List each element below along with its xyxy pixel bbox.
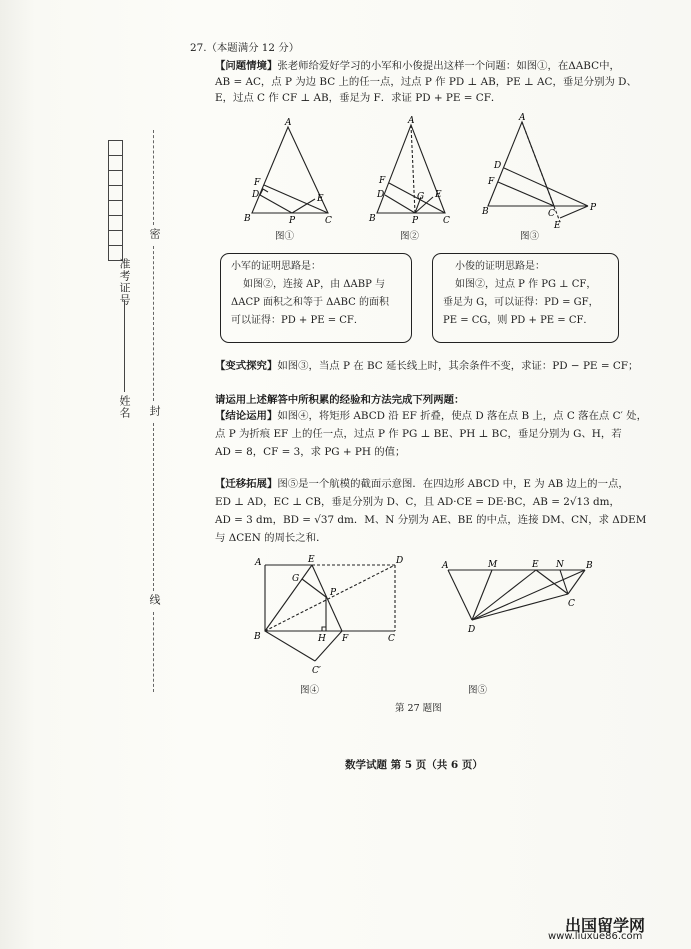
svg-text:F: F bbox=[488, 177, 495, 187]
box2-line-2: 垂足为 G，可以证得：PD = GF， bbox=[443, 297, 599, 308]
box1-line-3: 可以证得：PD + PE = CF． bbox=[231, 315, 364, 326]
svg-text:B: B bbox=[244, 214, 251, 224]
intro-line-3: E，过点 C 作 CF ⊥ AB，垂足为 F．求证 PD + PE = CF． bbox=[215, 92, 502, 104]
svg-text:P: P bbox=[412, 216, 419, 226]
seal-line-4 bbox=[153, 612, 154, 692]
figure-4-caption: 图④ bbox=[300, 685, 320, 696]
figure-2 bbox=[365, 115, 460, 227]
apply-line-2: 点 P 为折痕 EF 上的任一点，过点 P 作 PG ⊥ BE、PH ⊥ BC，垂足分别为 G、H，若 bbox=[215, 428, 622, 440]
svg-text:D: D bbox=[377, 190, 385, 200]
figure-5-caption: 图⑤ bbox=[468, 685, 488, 696]
watermark-title: 出国留学网 bbox=[565, 916, 646, 935]
svg-text:E: E bbox=[435, 190, 442, 200]
apply-tag: 【结论运用】 bbox=[215, 410, 278, 422]
xiaojun2-proof-box bbox=[432, 253, 619, 343]
svg-text:C: C bbox=[388, 634, 395, 644]
svg-text:P: P bbox=[289, 216, 296, 226]
svg-text:D: D bbox=[494, 161, 502, 171]
apply-line-3: AD = 8，CF = 3，求 PG + PH 的值； bbox=[215, 446, 406, 458]
svg-text:F: F bbox=[342, 634, 349, 644]
box2-title: 小俊的证明思路是： bbox=[455, 261, 545, 272]
exam-number-grid bbox=[108, 140, 123, 261]
svg-text:B: B bbox=[254, 632, 261, 642]
box1-line-2: ΔACP 面积之和等于 ΔABC 的面积 bbox=[231, 297, 389, 308]
seal-xian: 线 bbox=[148, 594, 161, 606]
figure-title: 第 27 题图 bbox=[395, 703, 442, 714]
ext-line-2: ED ⊥ AD，EC ⊥ CB，垂足分别为 D、C，且 AD·CE = DE·BC，AB = 2√13 dm， bbox=[215, 496, 620, 508]
svg-text:E: E bbox=[554, 221, 561, 230]
svg-text:C: C bbox=[443, 216, 450, 226]
svg-text:A: A bbox=[285, 118, 292, 128]
variant-text: 如图③，当点 P 在 BC 延长线上时，其余条件不变，求证：PD − PE = CF； bbox=[277, 360, 639, 372]
svg-text:P: P bbox=[590, 203, 597, 213]
box1-title: 小军的证明思路是： bbox=[231, 261, 321, 272]
box2-line-3: PE = CG，则 PD + PE = CF． bbox=[443, 315, 594, 326]
svg-text:B: B bbox=[369, 214, 376, 224]
seal-line-3 bbox=[153, 423, 154, 591]
page-footer: 数学试题 第 5 页（共 6 页） bbox=[345, 759, 483, 771]
ext-line-1 bbox=[215, 476, 629, 492]
figure-4 bbox=[250, 555, 410, 677]
svg-text:D: D bbox=[396, 556, 404, 566]
svg-text:E: E bbox=[317, 194, 324, 204]
svg-text:B: B bbox=[482, 207, 489, 217]
svg-text:E: E bbox=[308, 555, 315, 565]
svg-text:M: M bbox=[488, 560, 498, 570]
ext-text: 图⑤是一个航模的截面示意图．在四边形 ABCD 中，E 为 AB 边上的一点， bbox=[277, 478, 629, 490]
svg-text:F: F bbox=[254, 178, 261, 188]
seal-feng: 封 bbox=[148, 405, 161, 417]
question-number: 27.（本题满分 12 分） bbox=[190, 42, 300, 54]
svg-text:C: C bbox=[548, 209, 555, 219]
box1-line-1: 如图②，连接 AP，由 ΔABP 与 bbox=[243, 279, 386, 290]
figure-2-caption: 图② bbox=[400, 231, 420, 242]
svg-text:P: P bbox=[330, 588, 337, 598]
svg-text:G: G bbox=[417, 192, 425, 202]
instruction: 请运用上述解答中所积累的经验和方法完成下列两题： bbox=[215, 394, 465, 406]
svg-text:C′: C′ bbox=[312, 666, 321, 676]
intro-line-2: AB = AC，点 P 为边 BC 上的任一点，过点 P 作 PD ⊥ AB，PE ⊥ AC，垂足分别为 D、 bbox=[215, 76, 637, 88]
name-underline bbox=[124, 300, 125, 392]
svg-text:N: N bbox=[556, 560, 564, 570]
figure-3-caption: 图③ bbox=[520, 231, 540, 242]
svg-text:A: A bbox=[519, 113, 526, 123]
seal-mi: 密 bbox=[148, 228, 161, 240]
name-label: 姓名 bbox=[118, 395, 131, 419]
svg-text:A: A bbox=[408, 116, 415, 126]
figure-1-caption: 图① bbox=[275, 231, 295, 242]
svg-text:C: C bbox=[325, 216, 332, 226]
problem-intro bbox=[215, 58, 665, 74]
svg-text:C: C bbox=[568, 599, 575, 609]
seal-line-1 bbox=[153, 130, 154, 225]
figure-3 bbox=[478, 112, 603, 230]
ext-tag: 【迁移拓展】 bbox=[215, 478, 278, 490]
svg-text:A: A bbox=[442, 561, 449, 571]
ext-line-3: AD = 3 dm，BD = √37 dm．M、N 分别为 AE、BE 的中点，连接 DM、CN，求 ΔDEM bbox=[215, 514, 647, 526]
svg-text:D: D bbox=[468, 625, 476, 635]
variant-tag: 【变式探究】 bbox=[215, 360, 278, 372]
box2-line-1: 如图②，过点 P 作 PG ⊥ CF， bbox=[455, 279, 597, 290]
figure-5 bbox=[440, 560, 600, 660]
intro-text: 张老师给爱好学习的小军和小俊提出这样一个问题：如图①，在ΔABC中， bbox=[277, 60, 620, 72]
svg-text:D: D bbox=[252, 190, 260, 200]
svg-text:B: B bbox=[586, 561, 593, 571]
watermark-url: www.liuxue86.com bbox=[548, 931, 643, 942]
svg-text:A: A bbox=[255, 558, 262, 568]
intro-tag: 【问题情境】 bbox=[215, 60, 278, 72]
apply-text: 如图④，将矩形 ABCD 沿 EF 折叠，使点 D 落在点 B 上，点 C 落在点 C′ 处， bbox=[277, 410, 647, 422]
svg-text:G: G bbox=[292, 574, 300, 584]
svg-text:H: H bbox=[318, 634, 326, 644]
ext-line-4: 与 ΔCEN 的周长之和． bbox=[215, 532, 327, 544]
svg-text:F: F bbox=[379, 176, 386, 186]
xiaojun-proof-box bbox=[220, 253, 412, 343]
svg-text:E: E bbox=[532, 560, 539, 570]
figure-1 bbox=[240, 115, 350, 227]
apply-line-1 bbox=[215, 408, 647, 424]
seal-line-2 bbox=[153, 246, 154, 401]
exam-number-label: 准考证号 bbox=[118, 258, 131, 306]
variant-exploration bbox=[215, 358, 638, 374]
